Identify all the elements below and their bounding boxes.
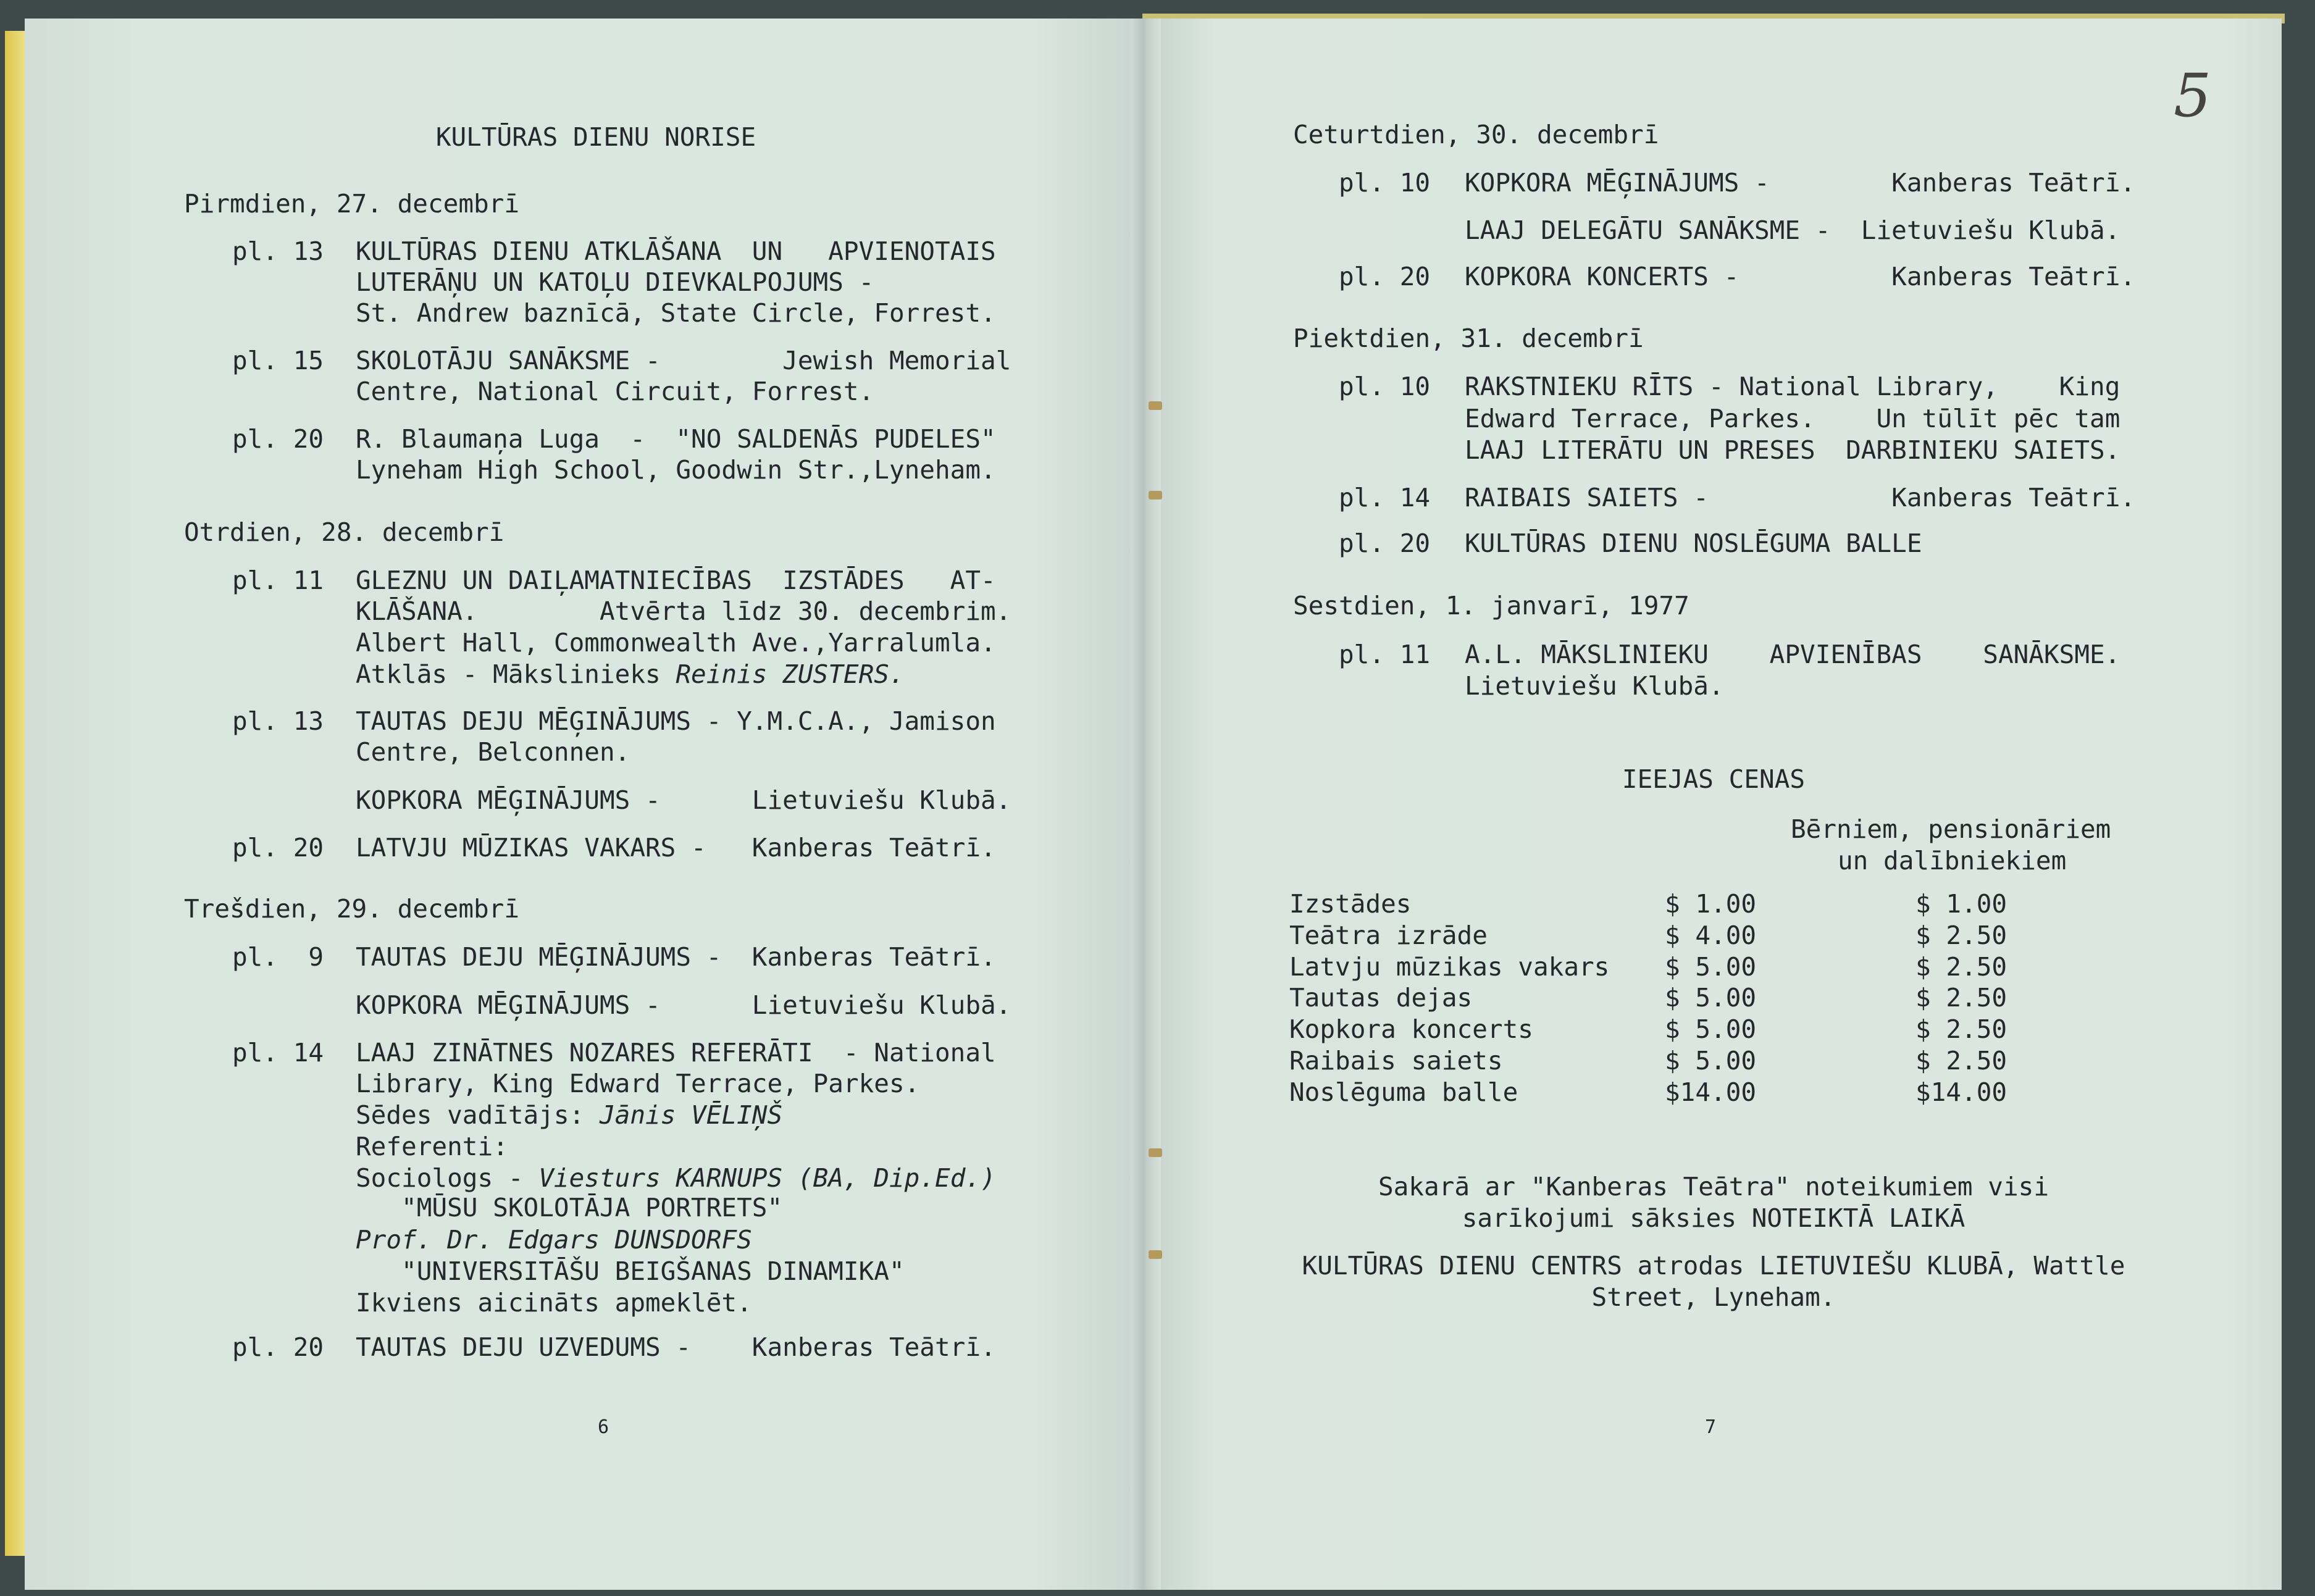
event-line: KOPKORA KONCERTS - Kanberas Teātrī. <box>1465 262 2136 291</box>
price-reduced: $ 2.50 <box>1915 1014 2007 1044</box>
right-page <box>1145 19 2282 1590</box>
price-full: $14.00 <box>1665 1077 1757 1107</box>
event-time: pl. 14 <box>1339 483 1431 512</box>
price-row-name: Raibais saiets <box>1289 1046 1503 1076</box>
event-time: pl. 14 <box>232 1038 324 1067</box>
price-full: $ 5.00 <box>1665 983 1757 1013</box>
note-line: Sakarā ar "Kanberas Teātra" noteikumiem visi <box>1378 1172 2049 1201</box>
event-line: LATVJU MŪZIKAS VAKARS - Kanberas Teātrī. <box>356 833 996 863</box>
event-time: pl. 20 <box>232 424 324 454</box>
price-reduced: $ 2.50 <box>1915 1046 2007 1076</box>
day-heading: Pirmdien, 27. decembrī <box>184 189 520 219</box>
event-time: pl. 10 <box>1339 168 1431 198</box>
event-line: Centre, Belconnen. <box>356 737 630 767</box>
event-line: R. Blaumaņa Luga - "NO SALDENĀS PUDELES" <box>356 424 996 454</box>
event-line: KOPKORA MĒĢINĀJUMS - Lietuviešu Klubā. <box>356 990 1011 1020</box>
event-line: GLEZNU UN DAIĻAMATNIECĪBAS IZSTĀDES AT- <box>356 566 996 595</box>
event-line: Edward Terrace, Parkes. Un tūlīt pēc tam <box>1465 404 2120 433</box>
staple <box>1149 491 1162 499</box>
event-time: pl. 20 <box>1339 529 1431 558</box>
event-line: "MŪSU SKOLOTĀJA PORTRETS" <box>356 1193 783 1222</box>
prices-title: IEEJAS CENAS <box>1622 764 1806 794</box>
day-heading: Otrdien, 28. decembrī <box>184 517 504 547</box>
page-number: 7 <box>1705 1416 1717 1438</box>
event-time: pl. 13 <box>232 706 324 736</box>
event-line: A.L. MĀKSLINIEKU APVIENĪBAS SANĀKSME. <box>1465 640 2120 669</box>
event-line: "UNIVERSITĀŠU BEIGŠANAS DINAMIKA" <box>356 1256 905 1286</box>
event-time: pl. 20 <box>232 1332 324 1362</box>
event-line: LAAJ DELEGĀTU SANĀKSME - Lietuviešu Klubā. <box>1465 215 2120 245</box>
event-line: Ikviens aicināts apmeklēt. <box>356 1288 752 1318</box>
price-full: $ 4.00 <box>1665 921 1757 950</box>
event-line: KOPKORA MĒĢINĀJUMS - Lietuviešu Klubā. <box>356 785 1011 815</box>
day-heading: Sestdien, 1. janvarī, 1977 <box>1293 591 1689 620</box>
event-time: pl. 11 <box>232 566 324 595</box>
reduced-header: un dalībniekiem <box>1838 846 2067 875</box>
event-line: KLĀŠANA. Atvērta līdz 30. decembrim. <box>356 596 1011 626</box>
event-line <box>356 1162 996 1194</box>
staple <box>1149 401 1162 410</box>
price-full: $ 5.00 <box>1665 1014 1757 1044</box>
day-heading: Trešdien, 29. decembrī <box>184 894 520 924</box>
referent-name: Viesturs KARNUPS (BA, Dip.Ed.) <box>538 1163 996 1193</box>
event-line: KULTŪRAS DIENU NOSLĒGUMA BALLE <box>1465 529 1922 558</box>
event-line: Library, King Edward Terrace, Parkes. <box>356 1069 920 1098</box>
staple <box>1149 1148 1162 1157</box>
event-time: pl. 20 <box>232 833 324 863</box>
event-line <box>356 1099 782 1131</box>
price-row-name: Teātra izrāde <box>1289 921 1488 950</box>
event-line-text: Sēdes vadītājs: <box>356 1100 585 1130</box>
event-line: St. Andrew baznīcā, State Circle, Forrest. <box>356 298 996 328</box>
price-row-name: Kopkora koncerts <box>1289 1014 1533 1044</box>
note-line: sarīkojumi sāksies NOTEIKTĀ LAIKĀ <box>1462 1203 1965 1233</box>
event-line-text: Atklās - Mākslinieks <box>356 659 661 689</box>
price-full: $ 5.00 <box>1665 952 1757 982</box>
price-reduced: $14.00 <box>1915 1077 2007 1107</box>
price-reduced: $ 2.50 <box>1915 952 2007 982</box>
event-line: Lietuviešu Klubā. <box>1465 671 1724 701</box>
chair-name: Jānis VĒLIŅŠ <box>599 1100 783 1130</box>
event-line: Centre, National Circuit, Forrest. <box>356 377 874 406</box>
artist-name: Reinis ZUSTERS. <box>676 659 905 689</box>
event-line: LUTERĀŅU UN KATOĻU DIEVKALPOJUMS - <box>356 267 874 297</box>
event-line: KOPKORA MĒĢINĀJUMS - Kanberas Teātrī. <box>1465 168 2136 198</box>
day-heading: Piektdien, 31. decembrī <box>1293 324 1644 353</box>
event-line: TAUTAS DEJU UZVEDUMS - Kanberas Teātrī. <box>356 1332 996 1362</box>
event-line: RAIBAIS SAIETS - Kanberas Teātrī. <box>1465 483 2136 512</box>
event-line: RAKSTNIEKU RĪTS - National Library, King <box>1465 372 2120 401</box>
price-row-name: Latvju mūzikas vakars <box>1289 952 1610 982</box>
price-row-name: Tautas dejas <box>1289 983 1473 1013</box>
price-reduced: $ 2.50 <box>1915 921 2007 950</box>
event-line: Lyneham High School, Goodwin Str.,Lyneham. <box>356 455 996 485</box>
handwritten-page-number: 5 <box>2174 61 2212 130</box>
event-line: LAAJ ZINĀTNES NOZARES REFERĀTI - National <box>356 1038 996 1067</box>
price-full: $ 1.00 <box>1665 889 1757 919</box>
referent-name: Prof. Dr. Edgars DUNSDORFS <box>356 1225 752 1255</box>
event-line: TAUTAS DEJU MĒĢINĀJUMS - Kanberas Teātrī. <box>356 942 996 972</box>
day-heading: Ceturtdien, 30. decembrī <box>1293 120 1659 149</box>
price-row-name: Izstādes <box>1289 889 1412 919</box>
event-line: LAAJ LITERĀTU UN PRESES DARBINIEKU SAIETS. <box>1465 435 2120 465</box>
staple <box>1149 1250 1162 1259</box>
note-line: KULTŪRAS DIENU CENTRS atrodas LIETUVIEŠU KLUBĀ, Wattle <box>1302 1251 2125 1281</box>
reduced-header: Bērniem, pensionāriem <box>1791 814 2111 844</box>
note-line: Street, Lyneham. <box>1591 1282 1836 1312</box>
event-line: SKOLOTĀJU SANĀKSME - Jewish Memorial <box>356 346 1011 375</box>
event-time: pl. 10 <box>1339 372 1431 401</box>
event-time: pl. 15 <box>232 346 324 375</box>
page-title: KULTŪRAS DIENU NORISE <box>435 122 756 152</box>
event-line: Referenti: <box>356 1132 508 1161</box>
price-row-name: Noslēguma balle <box>1289 1077 1518 1107</box>
event-line-text: Sociologs - <box>356 1163 524 1193</box>
event-time: pl. 9 <box>232 942 324 972</box>
event-time: pl. 11 <box>1339 640 1431 669</box>
price-full: $ 5.00 <box>1665 1046 1757 1076</box>
event-time: pl. 13 <box>232 236 324 266</box>
binding-gutter <box>1130 19 1161 1590</box>
event-line: KULTŪRAS DIENU ATKLĀŠANA UN APVIENOTAIS <box>356 236 996 266</box>
event-line: Albert Hall, Commonwealth Ave.,Yarralumla. <box>356 628 996 658</box>
price-reduced: $ 1.00 <box>1915 889 2007 919</box>
price-reduced: $ 2.50 <box>1915 983 2007 1013</box>
event-line: TAUTAS DEJU MĒĢINĀJUMS - Y.M.C.A., Jamison <box>356 706 996 736</box>
page-number: 6 <box>598 1416 609 1438</box>
event-time: pl. 20 <box>1339 262 1431 291</box>
event-line <box>356 658 905 690</box>
